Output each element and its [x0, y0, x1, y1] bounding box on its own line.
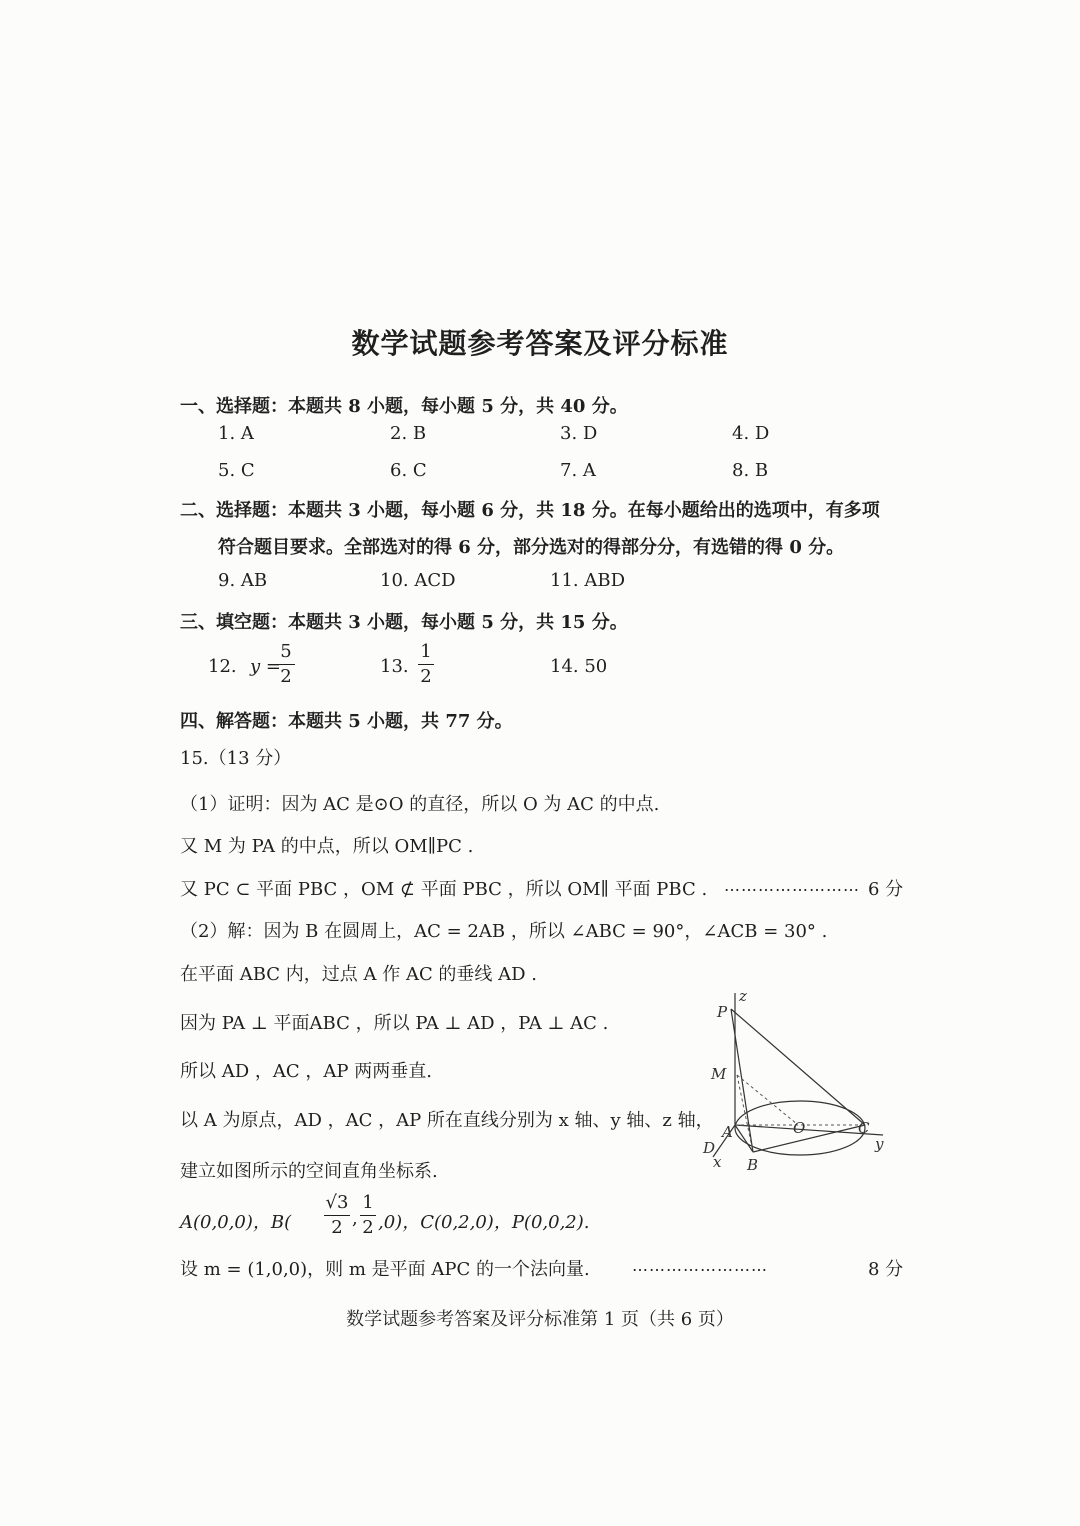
coords-sqrt3: √3	[325, 1192, 349, 1213]
q12-numerator: 5	[280, 641, 292, 662]
solution-line-4: （2）解：因为 B 在圆周上，AC = 2AB ，所以 ∠ABC = 90°，∠ACB = 30° .	[180, 921, 828, 942]
answer-14: 14. 50	[550, 656, 608, 677]
coords-den-a: 2	[331, 1217, 343, 1238]
segment-pb	[731, 1009, 753, 1152]
normal-vector-line: 设 m = (1,0,0)，则 m 是平面 APC 的一个法向量.	[180, 1259, 590, 1280]
page-title: 数学试题参考答案及评分标准	[351, 327, 729, 360]
q13-fraction	[418, 641, 434, 688]
solution-line-2: 又 M 为 PA 的中点，所以 OM∥PC .	[180, 836, 474, 857]
answer-2: 2. B	[390, 423, 427, 444]
label-x: x	[713, 1153, 722, 1171]
solution-line-3: 又 PC ⊂ 平面 PBC ，OM ⊄ 平面 PBC ，所以 OM∥ 平面 PBC .	[180, 879, 708, 900]
solution-line-5: 在平面 ABC 内，过点 A 作 AC 的垂线 AD .	[180, 964, 538, 985]
segment-pc	[731, 1009, 865, 1125]
label-z: z	[739, 987, 747, 1005]
q12-fraction	[277, 641, 295, 688]
part3-heading: 三、填空题：本题共 3 小题，每小题 5 分，共 15 分。	[180, 612, 628, 633]
label-y: y	[875, 1135, 884, 1153]
solution-line-6: 因为 PA ⊥ 平面ABC ，所以 PA ⊥ AD ，PA ⊥ AC .	[180, 1013, 609, 1034]
coords-den-b: 2	[362, 1217, 374, 1238]
solution-line-7: 所以 AD ，AC ，AP 两两垂直.	[180, 1061, 432, 1082]
label-d: D	[703, 1139, 716, 1157]
coords-comma: ,	[352, 1208, 358, 1229]
solution-line-9: 建立如图所示的空间直角坐标系.	[180, 1161, 438, 1182]
label-c: C	[858, 1119, 870, 1137]
answer-9: 9. AB	[218, 570, 268, 591]
label-p: P	[717, 1003, 728, 1021]
label-a: A	[722, 1123, 733, 1141]
score-dots-8: ……………………	[632, 1256, 768, 1275]
part2-heading-line2: 符合题目要求。全部选对的得 6 分，部分选对的得部分分，有选错的得 0 分。	[218, 537, 845, 558]
q13-label: 13.	[380, 656, 409, 677]
coords-one-half	[360, 1192, 376, 1239]
solution-line-1: （1）证明：因为 AC 是⊙O 的直径，所以 O 为 AC 的中点.	[180, 794, 660, 815]
answer-4: 4. D	[732, 423, 770, 444]
coords-one: 1	[362, 1192, 374, 1213]
answer-1: 1. A	[218, 423, 254, 444]
answer-6: 6. C	[390, 460, 427, 481]
label-b: B	[747, 1156, 759, 1174]
q12-label: 12.	[208, 656, 237, 677]
score-8: 8 分	[868, 1259, 904, 1280]
segment-ab	[735, 1125, 753, 1152]
label-o: O	[793, 1119, 806, 1137]
q12-denominator: 2	[280, 666, 292, 687]
segment-bc	[753, 1125, 865, 1152]
q13-numerator: 1	[420, 641, 432, 662]
q13-denominator: 2	[420, 666, 432, 687]
answer-11: 11. ABD	[550, 570, 626, 591]
answer-10: 10. ACD	[380, 570, 456, 591]
score-6: 6 分	[868, 879, 904, 900]
answer-8: 8. B	[732, 460, 769, 481]
answer-5: 5. C	[218, 460, 255, 481]
coords-tail: ,0)，C(0,2,0)，P(0,0,2).	[378, 1212, 590, 1233]
part1-heading: 一、选择题：本题共 8 小题，每小题 5 分，共 40 分。	[180, 396, 628, 417]
score-dots-6: ……………………	[724, 876, 860, 895]
part4-heading: 四、解答题：本题共 5 小题，共 77 分。	[180, 711, 513, 732]
geometry-figure	[695, 985, 900, 1175]
page-footer: 数学试题参考答案及评分标准第 1 页（共 6 页）	[346, 1309, 734, 1330]
coords-a: A(0,0,0)，B(	[180, 1212, 292, 1233]
q15-label: 15.（13 分）	[180, 748, 292, 769]
coords-sqrt3-over-2	[324, 1192, 350, 1239]
solution-line-8: 以 A 为原点，AD ，AC ，AP 所在直线分别为 x 轴、y 轴、z 轴，	[180, 1110, 714, 1131]
answer-7: 7. A	[560, 460, 596, 481]
answer-3: 3. D	[560, 423, 598, 444]
part2-heading-line1: 二、选择题：本题共 3 小题，每小题 6 分，共 18 分。在每小题给出的选项中，有多项	[180, 500, 880, 521]
q12-lhs: y =	[250, 656, 281, 677]
label-m: M	[711, 1065, 727, 1083]
